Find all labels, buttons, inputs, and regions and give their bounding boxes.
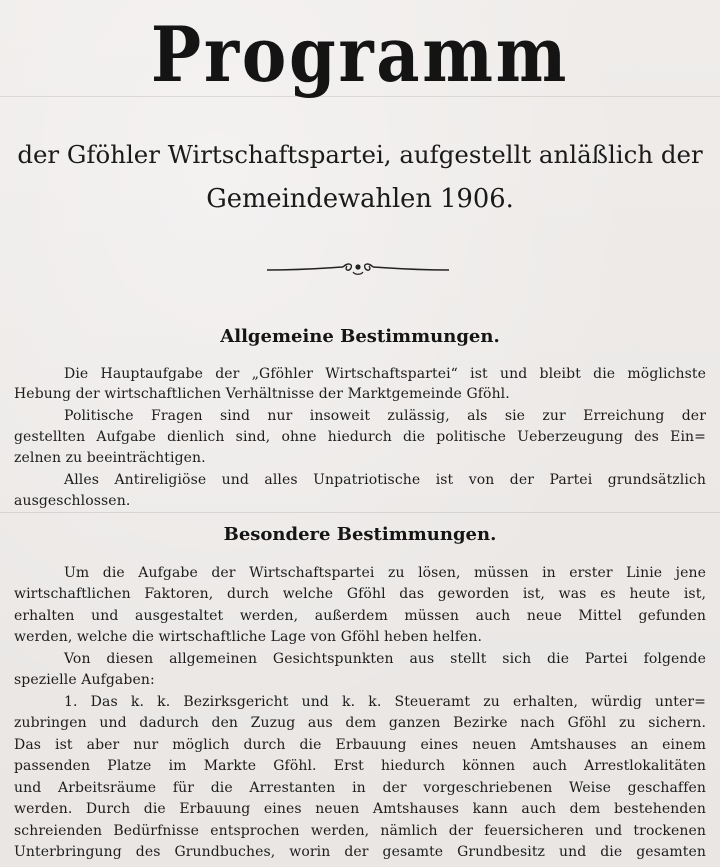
text-line: wirtschaftlichen Faktoren, durch welche Gföhl das geworden ist, was es heute ist, xyxy=(14,586,706,602)
ornament-divider-icon xyxy=(265,258,451,280)
section-heading: Allgemeine Bestimmungen. xyxy=(220,326,500,347)
text-line: Hebung der wirtschaftlichen Verhältnisse der Marktgemeinde Gföhl. xyxy=(14,386,510,402)
text-line: zubringen und dadurch den Zuzug aus dem ganzen Bezirke nach Gföhl zu sichern. xyxy=(14,715,706,731)
text-line: erhalten und ausgestaltet werden, außerdem müssen auch neue Mittel gefunden xyxy=(14,608,706,624)
text-line: ausgeschlossen. xyxy=(14,493,131,509)
text-line: passenden Platze im Markte Gföhl. Erst hiedurch können auch Arrestlokalitäten xyxy=(14,758,706,774)
subtitle-line: Gemeindewahlen 1906. xyxy=(206,184,514,214)
text-line: werden. Durch die Erbauung eines neuen Amtshauses kann auch dem bestehenden xyxy=(14,801,706,817)
subtitle-line: der Gföhler Wirtschaftspartei, aufgestellt anläßlich der xyxy=(17,140,703,169)
text-line: Politische Fragen sind nur insoweit zulässig, als sie zur Erreichung der xyxy=(64,408,706,424)
section-heading: Besondere Bestimmungen. xyxy=(223,524,497,545)
text-line: Um die Aufgabe der Wirtschaftspartei zu lösen, müssen in erster Linie jene xyxy=(64,565,706,581)
text-line: und Arbeitsräume für die Arrestanten in der vorgeschriebenen Weise geschaffen xyxy=(14,780,706,796)
paper-fold-line xyxy=(0,512,720,513)
text-line: Die Hauptaufgabe der „Gföhler Wirtschaftspartei“ ist und bleibt die möglichste xyxy=(64,366,706,382)
text-line: Von diesen allgemeinen Gesichtspunkten aus stellt sich die Partei folgende xyxy=(64,651,706,667)
text-line: Das ist aber nur möglich durch die Erbauung eines neuen Amtshauses an einem xyxy=(14,737,706,753)
list-item-text: 1. Das k. k. Bezirksgericht und k. k. Steueramt zu erhalten, würdig unter= xyxy=(64,694,706,710)
text-line: werden, welche die wirtschaftliche Lage von Gföhl heben helfen. xyxy=(14,629,483,645)
text-line: spezielle Aufgaben: xyxy=(14,672,155,688)
text-line: gestellten Aufgabe dienlich sind, ohne hiedurch die politische Ueberzeugung des Ein= xyxy=(14,429,706,445)
text-line: schreienden Bedürfnisse entsprochen werden, nämlich der feuersicheren und trockenen xyxy=(14,823,706,839)
text-line: Unterbringung des Grundbuches, worin der gesamte Grundbesitz und die gesamten xyxy=(14,844,706,860)
document-title: Programm xyxy=(150,10,570,99)
text-line: Alles Antireligiöse und alles Unpatriotische ist von der Partei grundsätzlich xyxy=(64,472,706,488)
text-line: zelnen zu beeinträchtigen. xyxy=(14,450,206,466)
